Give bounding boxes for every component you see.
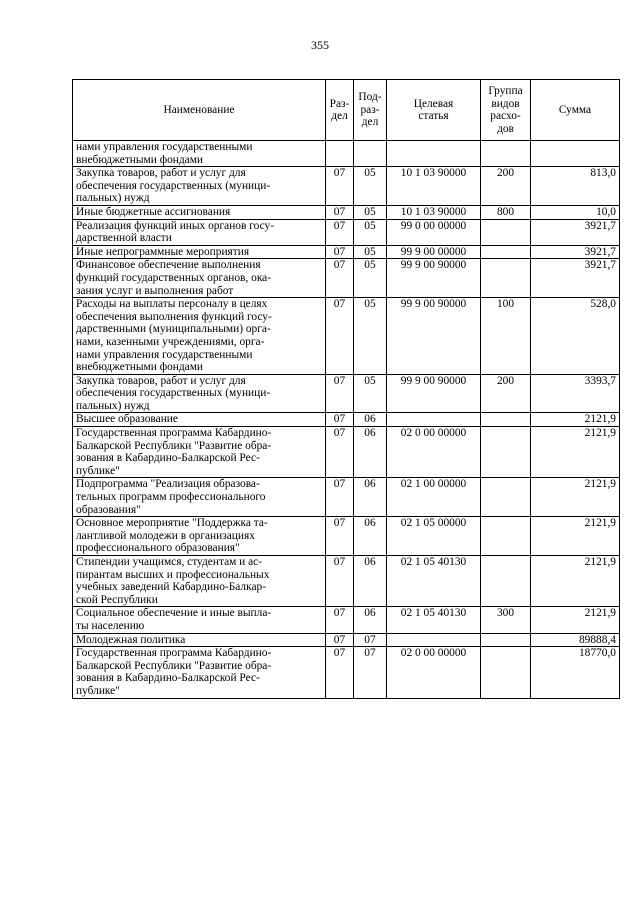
cell-section: 07: [326, 478, 354, 517]
cell-amount: 2121,9: [531, 556, 620, 607]
cell-target-article: 10 1 03 90000: [387, 167, 481, 206]
header-row: [73, 80, 620, 141]
cell-section: [326, 141, 354, 167]
cell-target-article: 02 1 05 40130: [387, 607, 481, 633]
cell-amount: 89888,4: [531, 633, 620, 647]
cell-name: Закупка товаров, работ и услуг для обеспечения государственных (муници- пальных) нужд: [73, 374, 326, 413]
table-row: [73, 647, 620, 698]
cell-expense-group: [481, 427, 531, 478]
cell-subsection: 05: [354, 219, 387, 245]
cell-target-article: 99 9 00 90000: [387, 259, 481, 298]
table-row: [73, 219, 620, 245]
cell-name: Иные бюджетные ассигнования: [73, 205, 326, 219]
cell-amount: 2121,9: [531, 517, 620, 556]
cell-target-article: [387, 413, 481, 427]
cell-amount: 3921,7: [531, 245, 620, 259]
cell-section: 07: [326, 633, 354, 647]
cell-name: Подпрограмма "Реализация образова- тельных программ профессионального образования": [73, 478, 326, 517]
table-row: [73, 205, 620, 219]
cell-name: Иные непрограммные мероприятия: [73, 245, 326, 259]
cell-name: Расходы на выплаты персоналу в целях обеспечения выполнения функций госу- дарственными (муниципальными) орга- нами, казенными учреждениями, орга- нами управления государственными внебюджетными фондами: [73, 298, 326, 375]
cell-expense-group: [481, 413, 531, 427]
cell-section: 07: [326, 219, 354, 245]
cell-name: Молодежная политика: [73, 633, 326, 647]
cell-expense-group: 200: [481, 374, 531, 413]
cell-section: 07: [326, 607, 354, 633]
cell-subsection: 05: [354, 205, 387, 219]
cell-amount: 10,0: [531, 205, 620, 219]
cell-amount: 3393,7: [531, 374, 620, 413]
cell-expense-group: 100: [481, 298, 531, 375]
cell-target-article: 02 0 00 00000: [387, 427, 481, 478]
cell-expense-group: [481, 478, 531, 517]
cell-amount: 3921,7: [531, 259, 620, 298]
cell-name: Финансовое обеспечение выполнения функций государственных органов, ока- зания услуг и выполнения работ: [73, 259, 326, 298]
cell-amount: 2121,9: [531, 478, 620, 517]
cell-subsection: 05: [354, 245, 387, 259]
cell-expense-group: 800: [481, 205, 531, 219]
cell-expense-group: [481, 259, 531, 298]
table-row: [73, 141, 620, 167]
cell-expense-group: 300: [481, 607, 531, 633]
table-row: [73, 517, 620, 556]
cell-target-article: [387, 633, 481, 647]
cell-section: 07: [326, 517, 354, 556]
cell-section: 07: [326, 413, 354, 427]
header-amount: Сумма: [531, 80, 620, 141]
cell-expense-group: [481, 633, 531, 647]
cell-target-article: 02 1 00 00000: [387, 478, 481, 517]
cell-subsection: 06: [354, 413, 387, 427]
cell-subsection: 05: [354, 298, 387, 375]
cell-section: 07: [326, 298, 354, 375]
cell-amount: 3921,7: [531, 219, 620, 245]
cell-section: 07: [326, 259, 354, 298]
table-row: [73, 556, 620, 607]
table-row: [73, 259, 620, 298]
table-row: [73, 478, 620, 517]
cell-subsection: 05: [354, 374, 387, 413]
cell-expense-group: 200: [481, 167, 531, 206]
table-row: [73, 245, 620, 259]
cell-target-article: 99 0 00 00000: [387, 219, 481, 245]
cell-amount: 2121,9: [531, 607, 620, 633]
cell-subsection: 06: [354, 607, 387, 633]
cell-subsection: 06: [354, 556, 387, 607]
table-row: [73, 167, 620, 206]
cell-target-article: 02 1 05 40130: [387, 556, 481, 607]
cell-target-article: 10 1 03 90000: [387, 205, 481, 219]
cell-subsection: [354, 141, 387, 167]
cell-name: Основное мероприятие "Поддержка та- лантливой молодежи в организациях профессионального образования": [73, 517, 326, 556]
cell-name: Закупка товаров, работ и услуг для обеспечения государственных (муници- пальных) нужд: [73, 167, 326, 206]
header-target-article: Целевая статья: [387, 80, 481, 141]
cell-target-article: [387, 141, 481, 167]
page-number: 355: [311, 38, 329, 52]
header-expense-group: Группа видов расхо- дов: [481, 80, 531, 141]
table-row: [73, 298, 620, 375]
cell-name: Государственная программа Кабардино- Балкарской Республики "Развитие обра- зования в Кабардино-Балкарской Рес- публике": [73, 427, 326, 478]
header-name: Наименование: [73, 80, 326, 141]
cell-amount: 2121,9: [531, 413, 620, 427]
cell-subsection: 06: [354, 517, 387, 556]
cell-subsection: 05: [354, 259, 387, 298]
cell-section: 07: [326, 556, 354, 607]
cell-subsection: 07: [354, 647, 387, 698]
cell-subsection: 05: [354, 167, 387, 206]
cell-name: Государственная программа Кабардино- Балкарской Республики "Развитие обра- зования в Кабардино-Балкарской Рес- публике": [73, 647, 326, 698]
cell-name: Социальное обеспечение и иные выпла- ты населению: [73, 607, 326, 633]
cell-amount: 18770,0: [531, 647, 620, 698]
cell-amount: 813,0: [531, 167, 620, 206]
cell-amount: [531, 141, 620, 167]
cell-expense-group: [481, 517, 531, 556]
header-section: Раз- дел: [326, 80, 354, 141]
cell-section: 07: [326, 245, 354, 259]
cell-section: 07: [326, 647, 354, 698]
cell-subsection: 06: [354, 427, 387, 478]
table-row: [73, 374, 620, 413]
cell-expense-group: [481, 647, 531, 698]
cell-section: 07: [326, 427, 354, 478]
cell-section: 07: [326, 167, 354, 206]
table-row: [73, 607, 620, 633]
cell-subsection: 07: [354, 633, 387, 647]
cell-target-article: 99 9 00 00000: [387, 245, 481, 259]
cell-expense-group: [481, 245, 531, 259]
cell-target-article: 02 0 00 00000: [387, 647, 481, 698]
cell-expense-group: [481, 141, 531, 167]
table-row: [73, 633, 620, 647]
cell-section: 07: [326, 205, 354, 219]
cell-amount: 528,0: [531, 298, 620, 375]
cell-target-article: 99 9 00 90000: [387, 298, 481, 375]
cell-section: 07: [326, 374, 354, 413]
cell-expense-group: [481, 556, 531, 607]
table-row: [73, 413, 620, 427]
cell-target-article: 02 1 05 00000: [387, 517, 481, 556]
budget-table: [72, 79, 620, 699]
cell-name: Высшее образование: [73, 413, 326, 427]
cell-amount: 2121,9: [531, 427, 620, 478]
cell-name: Реализация функций иных органов госу- дарственной власти: [73, 219, 326, 245]
table-row: [73, 427, 620, 478]
cell-name: нами управления государственными внебюджетными фондами: [73, 141, 326, 167]
header-subsection: Под- раз- дел: [354, 80, 387, 141]
cell-expense-group: [481, 219, 531, 245]
cell-name: Стипендии учащимся, студентам и ас- пирантам высших и профессиональных учебных заведений Кабардино-Балкар- ской Республики: [73, 556, 326, 607]
cell-target-article: 99 9 00 90000: [387, 374, 481, 413]
cell-subsection: 06: [354, 478, 387, 517]
